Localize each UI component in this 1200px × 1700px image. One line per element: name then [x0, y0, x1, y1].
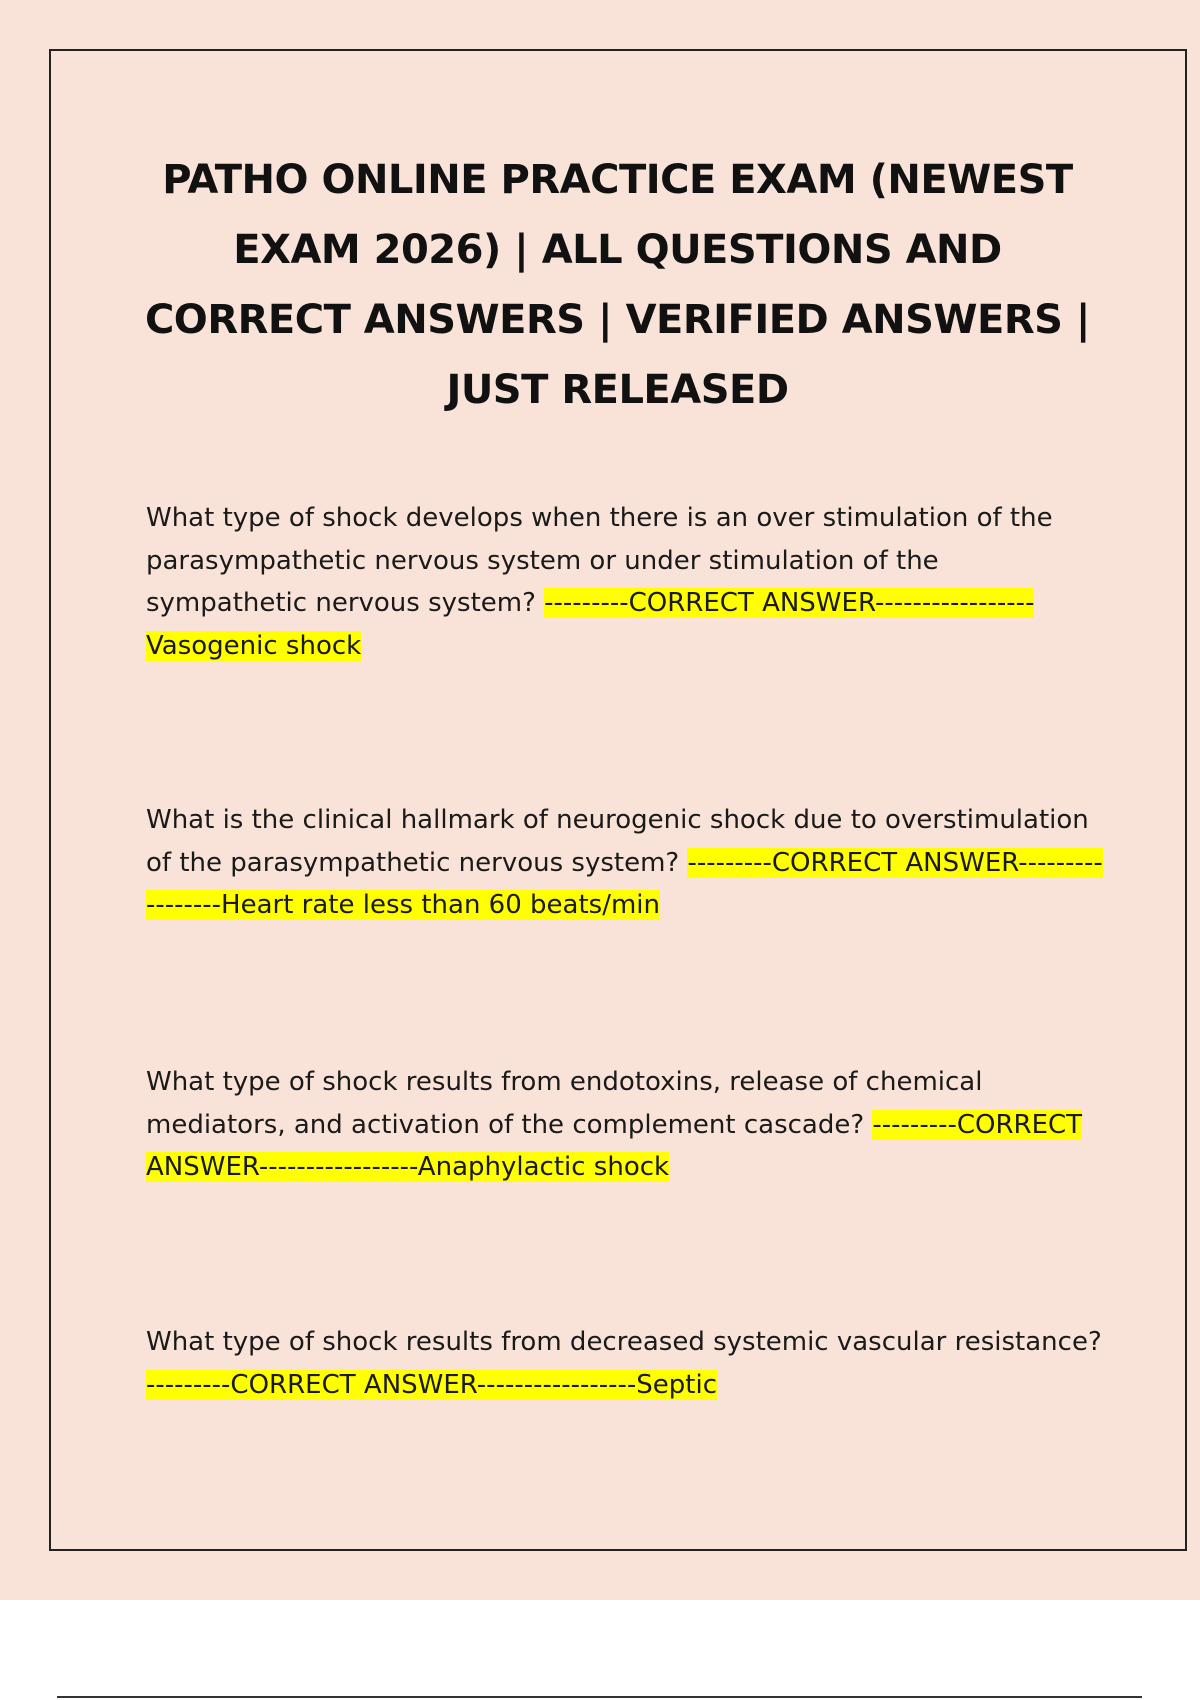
highlighted-answer: ---------CORRECT ANSWER-----------------Heart rate less than 60 beats/min	[146, 847, 1103, 920]
qa-item-1	[146, 497, 1106, 667]
highlighted-answer: ---------CORRECT ANSWER-----------------Anaphylactic shock	[146, 1109, 1083, 1182]
question-text: What type of shock results from endotoxins, release of chemical mediators, and activation of the complement cascade?	[146, 1067, 983, 1140]
question-text: What type of shock results from decreased systemic vascular resistance?	[146, 1327, 1102, 1357]
qa-item-3	[146, 1061, 1106, 1189]
qa-item-4	[146, 1321, 1106, 1406]
footer-divider	[57, 1696, 1142, 1698]
highlighted-answer: ---------CORRECT ANSWER-----------------Septic	[146, 1369, 718, 1400]
question-text: What is the clinical hallmark of neurogenic shock due to overstimulation of the parasympathetic nervous system?	[146, 805, 1089, 878]
qa-item-2	[146, 799, 1106, 927]
document-title: PATHO ONLINE PRACTICE EXAM (NEWEST EXAM 2026) | ALL QUESTIONS AND CORRECT ANSWERS | VERIFIED ANSWERS | JUST RELEASED	[144, 157, 1091, 413]
question-text: What type of shock develops when there is an over stimulation of the parasympathetic nervous system or under stimulation of the sympathetic nervous system?	[146, 503, 1053, 618]
highlighted-answer: ---------CORRECT ANSWER-----------------Vasogenic shock	[146, 588, 1035, 661]
